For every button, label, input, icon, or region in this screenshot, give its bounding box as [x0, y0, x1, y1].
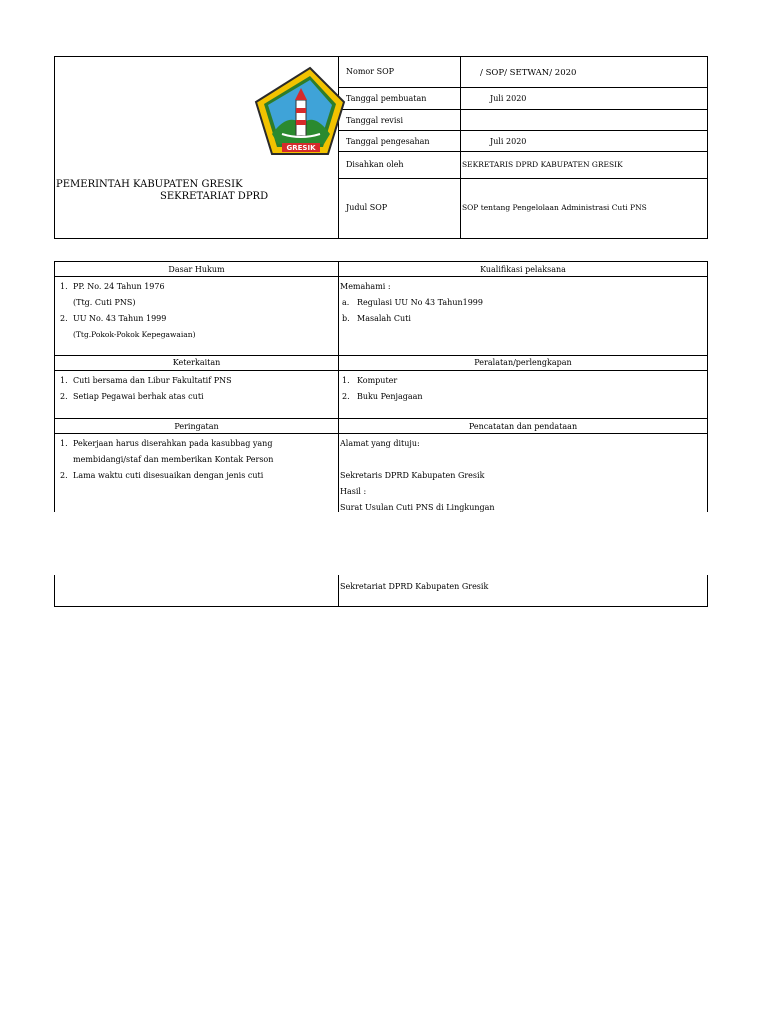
label-nomor-sop: Nomor SOP — [346, 67, 395, 76]
cont-right-border — [707, 575, 708, 607]
cont-left-border — [54, 575, 55, 607]
list-number: a. — [342, 298, 350, 307]
header-row-line — [338, 178, 708, 179]
header-value-divider — [460, 56, 461, 239]
header-bottom-border — [54, 238, 708, 239]
content-left-border — [54, 261, 55, 512]
content-right-border — [707, 261, 708, 512]
peralatan-item: Buku Penjagaan — [357, 392, 423, 401]
page-break-gap — [0, 512, 768, 572]
list-number: 2. — [342, 392, 350, 401]
value-tanggal-pengesahan: Juli 2020 — [490, 137, 527, 146]
header-top-border — [54, 56, 708, 57]
cont-bottom-border — [54, 606, 708, 607]
header-right-border — [707, 56, 708, 239]
dasar-hukum-title: Dasar Hukum — [168, 265, 225, 274]
header-row-line — [338, 109, 708, 110]
keterkaitan-title: Keterkaitan — [172, 358, 221, 367]
list-number: 1. — [60, 376, 68, 385]
value-disahkan-oleh: SEKRETARIS DPRD KABUPATEN GRESIK — [462, 160, 623, 169]
section-line — [54, 355, 708, 356]
label-tanggal-revisi: Tanggal revisi — [346, 116, 404, 125]
pencatatan-line: Sekretariat DPRD Kabupaten Gresik — [340, 582, 489, 591]
label-disahkan-oleh: Disahkan oleh — [346, 160, 404, 169]
peralatan-item: Komputer — [357, 376, 398, 385]
value-judul-sop: SOP tentang Pengelolaan Administrasi Cuti PNS — [462, 203, 647, 212]
list-number: 1. — [342, 376, 350, 385]
value-nomor-sop: / SOP/ SETWAN/ 2020 — [480, 68, 577, 78]
list-number: 2. — [60, 314, 68, 323]
list-number: 2. — [60, 471, 68, 480]
org-name: PEMERINTAH KABUPATEN GRESIK — [56, 179, 243, 190]
peringatan-item: Pekerjaan harus diserahkan pada kasubbag yang — [73, 439, 273, 448]
kualifikasi-item: Masalah Cuti — [357, 314, 411, 323]
pencatatan-line: Sekretaris DPRD Kabupaten Gresik — [340, 471, 485, 480]
dasar-hukum-item-sub: (Ttg.Pokok-Pokok Kepegawaian) — [73, 330, 196, 339]
pencatatan-line: Alamat yang dituju: — [340, 439, 420, 448]
cont-mid-divider — [338, 575, 339, 607]
label-tanggal-pembuatan: Tanggal pembuatan — [346, 94, 427, 103]
list-number: b. — [342, 314, 350, 323]
dasar-hukum-item: PP. No. 24 Tahun 1976 — [73, 282, 165, 291]
header-row-line — [338, 130, 708, 131]
dasar-hukum-item-sub: (Ttg. Cuti PNS) — [73, 298, 136, 307]
kualifikasi-item: Regulasi UU No 43 Tahun1999 — [357, 298, 483, 307]
pencatatan-line: Surat Usulan Cuti PNS di Lingkungan — [340, 503, 495, 512]
dasar-hukum-item: UU No. 43 Tahun 1999 — [73, 314, 167, 323]
logo-text: GRESIK — [286, 144, 316, 152]
section-line — [54, 418, 708, 419]
section-line — [54, 370, 708, 371]
keterkaitan-item: Setiap Pegawai berhak atas cuti — [73, 392, 204, 401]
section-line — [54, 276, 708, 277]
pencatatan-line: Hasil : — [340, 487, 367, 496]
list-number: 1. — [60, 282, 68, 291]
peringatan-item-cont: membidangi/staf dan memberikan Kontak Person — [73, 455, 274, 464]
label-tanggal-pengesahan: Tanggal pengesahan — [346, 137, 430, 146]
gresik-emblem-logo — [252, 64, 348, 160]
header-row-line — [338, 151, 708, 152]
list-number: 1. — [60, 439, 68, 448]
peringatan-item: Lama waktu cuti disesuaikan dengan jenis cuti — [73, 471, 264, 480]
label-judul-sop: Judul SOP — [346, 203, 388, 212]
kualifikasi-title: Kualifikasi pelaksana — [480, 265, 566, 274]
header-left-border — [54, 56, 55, 239]
keterkaitan-item: Cuti bersama dan Libur Fakultatif PNS — [73, 376, 232, 385]
peralatan-title: Peralatan/perlengkapan — [474, 358, 572, 367]
header-row-line — [338, 87, 708, 88]
content-top-border — [54, 261, 708, 262]
kualifikasi-intro: Memahami : — [340, 282, 391, 291]
section-line — [54, 433, 708, 434]
peringatan-title: Peringatan — [174, 422, 219, 431]
content-mid-divider — [338, 261, 339, 512]
org-unit: SEKRETARIAT DPRD — [160, 191, 269, 202]
pencatatan-title: Pencatatan dan pendataan — [468, 422, 578, 431]
value-tanggal-pembuatan: Juli 2020 — [490, 94, 527, 103]
list-number: 2. — [60, 392, 68, 401]
